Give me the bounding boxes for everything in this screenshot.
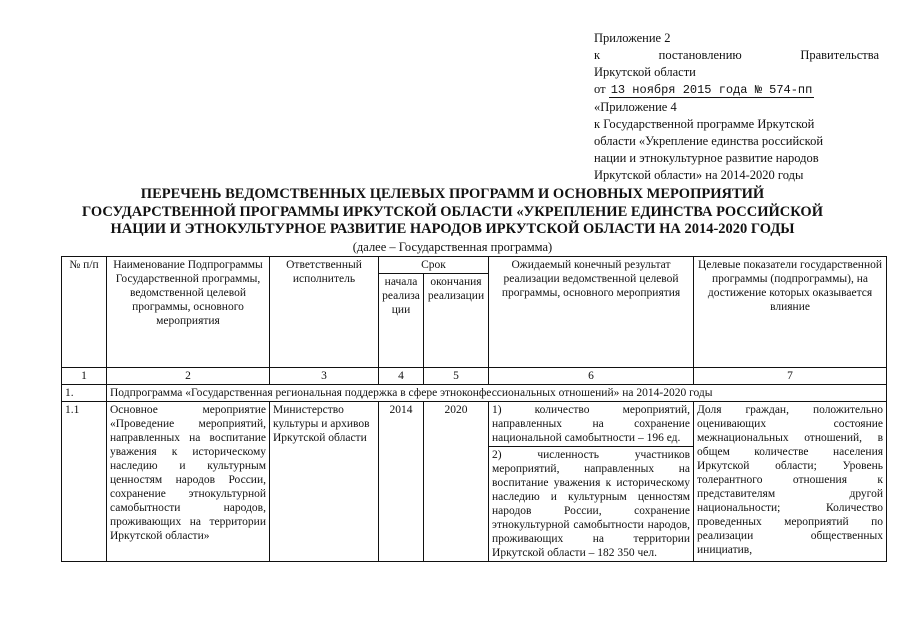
column-number: 7 xyxy=(694,368,887,385)
table-row xyxy=(62,402,887,562)
appendix-inner-line1: к Государственной программе Иркутской xyxy=(594,117,815,131)
appendix-inner-number: «Приложение 4 xyxy=(594,100,677,114)
appendix-to: к xyxy=(594,48,601,62)
header-end: окончания реализации xyxy=(424,274,489,368)
header-indicators: Целевые показатели государственной программы (подпрограммы), на достижение которых оказывается влияние xyxy=(694,257,887,368)
row-executor: Министерство культуры и архивов Иркутской области xyxy=(270,402,379,562)
column-number: 3 xyxy=(270,368,379,385)
appendix-block xyxy=(594,30,879,184)
column-number: 5 xyxy=(424,368,489,385)
header-executor: Ответственный исполнитель xyxy=(270,257,379,368)
row-results xyxy=(489,402,694,562)
row-start-year: 2014 xyxy=(379,402,424,562)
header-name: Наименование Подпрограммы Государственной программы, ведомственной целевой программы, основного мероприятия xyxy=(107,257,270,368)
header-start: начала реализа ции xyxy=(379,274,424,368)
appendix-date: 13 ноября 2015 года № 574-пп xyxy=(610,83,813,97)
programs-table xyxy=(61,256,887,562)
appendix-number: Приложение 2 xyxy=(594,31,671,45)
appendix-decree: постановлению xyxy=(658,48,742,62)
appendix-date-line xyxy=(594,81,879,99)
appendix-inner-line3: нации и этнокультурное развитие народов xyxy=(594,151,819,165)
appendix-from: от xyxy=(594,82,606,96)
header-result: Ожидаемый конечный результат реализации ведомственной целевой программы, основного мероприятия xyxy=(489,257,694,368)
header-row xyxy=(62,257,887,274)
column-number: 1 xyxy=(62,368,107,385)
section-title: Подпрограмма «Государственная региональная поддержка в сфере этноконфессиональных отношений» на 2014-2020 годы xyxy=(107,385,887,402)
appendix-reference xyxy=(594,47,879,64)
document-subtitle: (далее – Государственная программа) xyxy=(352,240,553,254)
row-end-year: 2020 xyxy=(424,402,489,562)
row-indicators: Доля граждан, положительно оценивающих состояние межнациональных отношений, в общем количестве населения Иркутской области; Уровень толерантного отношения к представителям другой национальности; Количество проведенных мероприятий по реализации общественных инициатив, xyxy=(694,402,887,562)
appendix-inner-line2: области «Укрепление единства российской xyxy=(594,134,824,148)
appendix-inner-line4: Иркутской области» на 2014-2020 годы xyxy=(594,168,804,182)
result-item: 1) количество мероприятий, направленных на сохранение национальной самобытности – 196 ед. xyxy=(492,404,691,444)
row-num: 1.1 xyxy=(62,402,107,562)
column-number: 4 xyxy=(379,368,424,385)
column-number: 2 xyxy=(107,368,270,385)
document-title xyxy=(20,186,885,239)
column-numbers-row xyxy=(62,368,887,385)
title-line-1: ПЕРЕЧЕНЬ ВЕДОМСТВЕННЫХ ЦЕЛЕВЫХ ПРОГРАММ И ОСНОВНЫХ МЕРОПРИЯТИЙ xyxy=(140,186,765,202)
section-row xyxy=(62,385,887,402)
header-num: № п/п xyxy=(62,257,107,368)
appendix-government: Правительства xyxy=(800,48,879,62)
section-num: 1. xyxy=(62,385,107,402)
result-item: 2) численность участников мероприятий, направленных на воспитание уважения к историческому наследию и культурным ценностям народов России, сохранение этнокультурной самобытности народов, проживающих на территории Иркутской области – 182 350 чел. xyxy=(489,446,693,561)
row-name: Основное мероприятие «Проведение мероприятий, направленных на воспитание уважения к историческому наследию и культурным ценностям народов России, сохранение этнокультурной самобытности народов, проживающих на территории Иркутской области» xyxy=(107,402,270,562)
header-term: Срок xyxy=(379,257,489,274)
title-line-3: НАЦИИ И ЭТНОКУЛЬТУРНОЕ РАЗВИТИЕ НАРОДОВ ИРКУТСКОЙ ОБЛАСТИ НА 2014-2020 ГОДЫ xyxy=(110,221,795,237)
appendix-region: Иркутской области xyxy=(594,65,696,79)
title-line-2: ГОСУДАРСТВЕННОЙ ПРОГРАММЫ ИРКУТСКОЙ ОБЛАСТИ «УКРЕПЛЕНИЕ ЕДИНСТВА РОССИЙСКОЙ xyxy=(82,203,823,220)
column-number: 6 xyxy=(489,368,694,385)
